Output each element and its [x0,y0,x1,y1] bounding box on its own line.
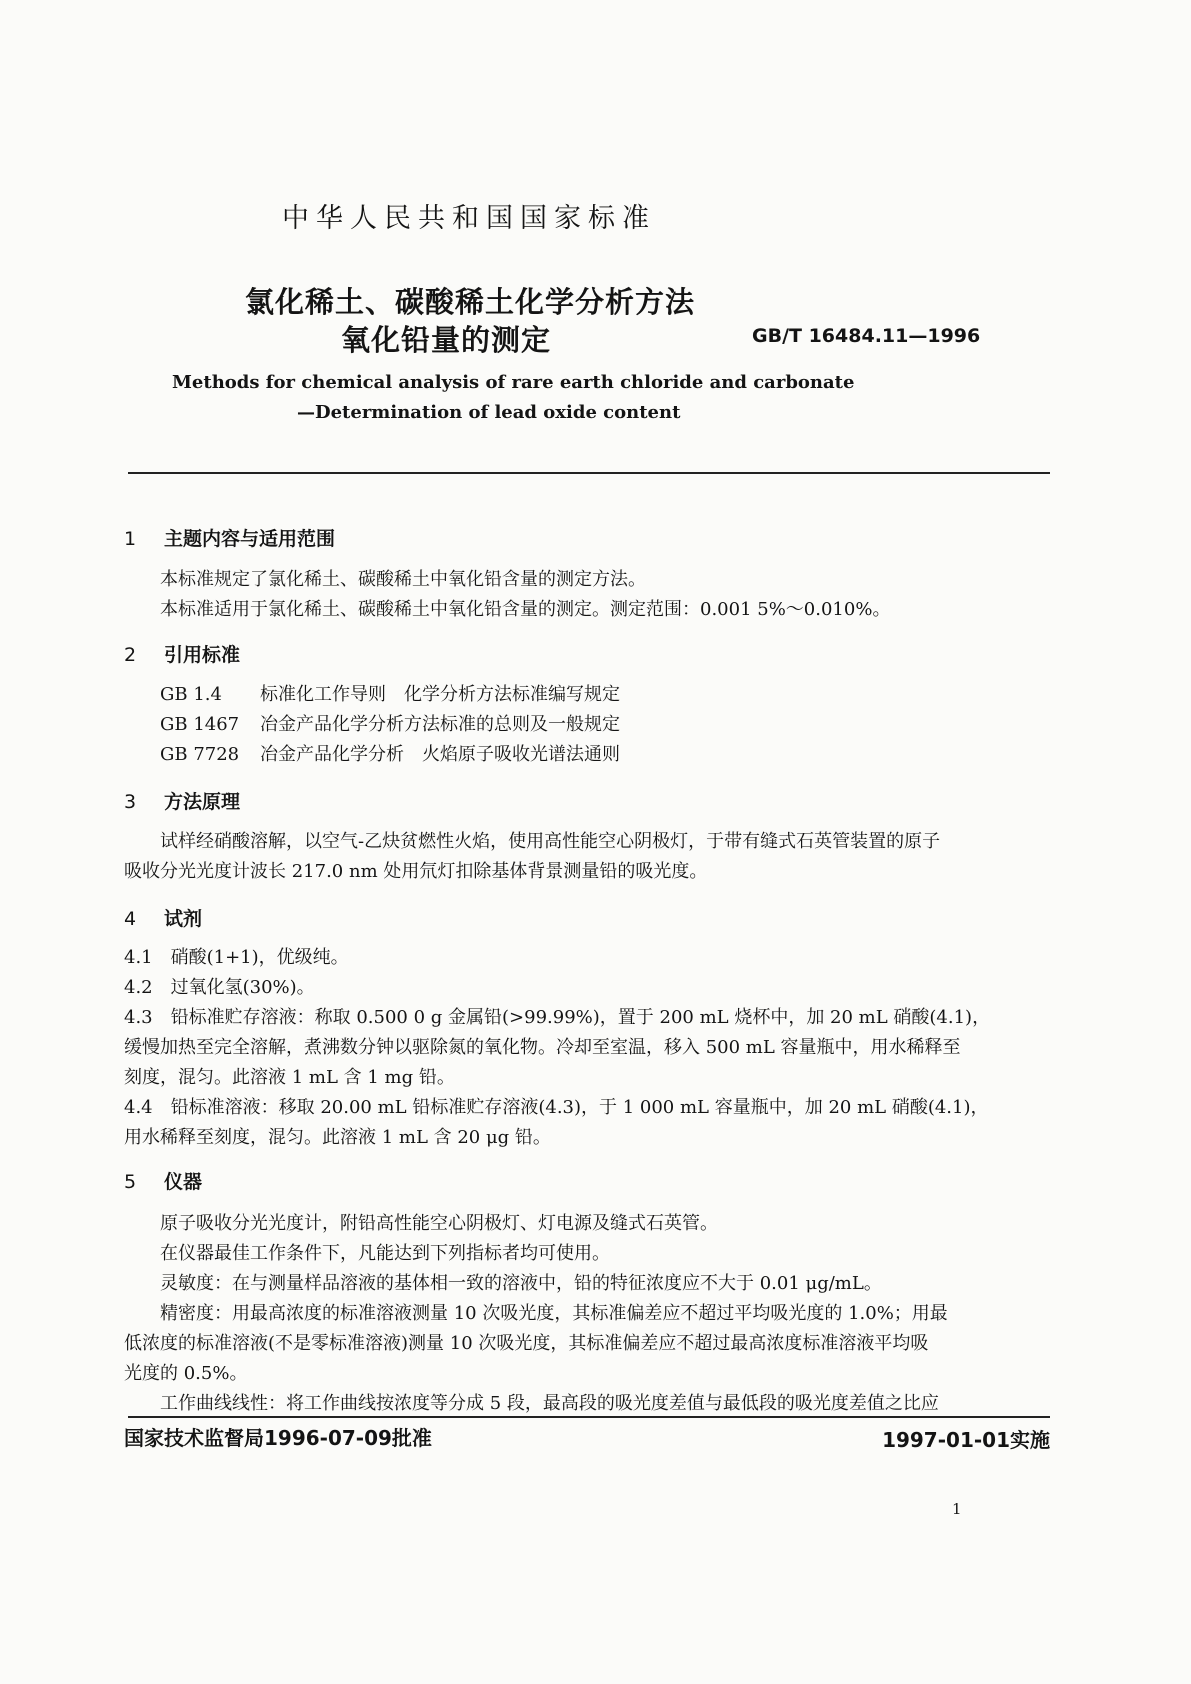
title-line-2: 氧化铅量的测定 [341,323,552,357]
section-3-text-line: 试样经硝酸溶解，以空气-乙炔贫燃性火焰，使用高性能空心阴极灯，于带有缝式石英管装置的原子 [160,831,941,852]
reference-title: 冶金产品化学分析方法标准的总则及一般规定 [260,714,620,735]
reference-code: GB 1.4 [160,684,222,705]
reagent-item: 4.2 过氧化氢(30%)。 [124,977,315,998]
reagent-item: 4.1 硝酸(1+1)，优级纯。 [124,947,349,968]
reference-item [160,713,620,737]
reference-item [160,683,620,707]
section-5-paragraph: 原子吸收分光光度计，附铅高性能空心阴极灯、灯电源及缝式石英管。 [160,1213,718,1234]
standard-number: GB/T 16484.11—1996 [752,325,981,347]
reference-title: 标准化工作导则 化学分析方法标准编写规定 [260,684,620,705]
english-title-line-2: —Determination of lead oxide content [297,402,681,423]
reference-code: GB 1467 [160,714,240,735]
section-1-heading [124,524,335,551]
section-number: 3 [124,791,137,813]
section-3-text-line: 吸收分光光度计波长 217.0 nm 处用氘灯扣除基体背景测量铅的吸光度。 [124,861,708,882]
section-title: 试剂 [164,908,203,930]
footer-divider [128,1416,1050,1418]
section-5-paragraph: 灵敏度：在与测量样品溶液的基体相一致的溶液中，铅的特征浓度应不大于 0.01 μg/mL。 [160,1273,882,1294]
section-5-heading [124,1167,202,1194]
reference-item [160,743,620,767]
section-number: 2 [124,644,137,666]
section-number: 5 [124,1171,137,1193]
section-5-paragraph-continuation: 低浓度的标准溶液(不是零标准溶液)测量 10 次吸光度，其标准偏差应不超过最高浓度标准溶液平均吸 [124,1333,929,1354]
reagent-item: 4.4 铅标准溶液：移取 20.00 mL 铅标准贮存溶液(4.3)，于 1 000 mL 容量瓶中，加 20 mL 硝酸(4.1)， [124,1097,989,1118]
approval-line: 国家技术监督局1996-07-09批准 [124,1426,432,1450]
implementation-line: 1997-01-01实施 [882,1428,1050,1452]
title-line-1: 氯化稀土、碳酸稀土化学分析方法 [245,285,696,319]
section-5-paragraph: 工作曲线线性：将工作曲线按浓度等分成 5 段，最高段的吸光度差值与最低段的吸光度差值之比应 [160,1393,939,1414]
section-title: 方法原理 [164,791,241,813]
section-5-paragraph: 精密度：用最高浓度的标准溶液测量 10 次吸光度，其标准偏差应不超过平均吸光度的 1.0%；用最 [160,1303,948,1324]
english-title-line-1: Methods for chemical analysis of rare earth chloride and carbonate [172,372,855,393]
section-title: 仪器 [164,1171,203,1193]
section-3-heading [124,787,240,814]
national-standard-heading: 中华人民共和国国家标准 [282,203,656,234]
reference-code: GB 7728 [160,744,240,765]
section-1-paragraph: 本标准规定了氯化稀土、碳酸稀土中氧化铅含量的测定方法。 [160,569,646,590]
section-5-paragraph: 在仪器最佳工作条件下，凡能达到下列指标者均可使用。 [160,1243,610,1264]
section-1-paragraph: 本标准适用于氯化稀土、碳酸稀土中氧化铅含量的测定。测定范围：0.001 5%～0.010%。 [160,599,891,620]
section-2-heading [124,640,240,667]
reference-title: 冶金产品化学分析 火焰原子吸收光谱法通则 [260,744,620,765]
section-title: 主题内容与适用范围 [164,528,336,550]
reagent-item-continuation: 缓慢加热至完全溶解，煮沸数分钟以驱除氮的氧化物。冷却至室温，移入 500 mL 容量瓶中，用水稀释至 [124,1037,961,1058]
section-title: 引用标准 [164,644,241,666]
section-4-heading [124,904,202,931]
page-number: 1 [952,1500,962,1518]
reagent-item-continuation: 用水稀释至刻度，混匀。此溶液 1 mL 含 20 μg 铅。 [124,1127,551,1148]
section-number: 1 [124,528,137,550]
header-divider [128,472,1050,474]
section-5-paragraph-continuation: 光度的 0.5%。 [124,1363,248,1384]
reagent-item-continuation: 刻度，混匀。此溶液 1 mL 含 1 mg 铅。 [124,1067,455,1088]
section-number: 4 [124,908,137,930]
reagent-item: 4.3 铅标准贮存溶液：称取 0.500 0 g 金属铅(>99.99%)，置于 200 mL 烧杯中，加 20 mL 硝酸(4.1)， [124,1007,991,1028]
